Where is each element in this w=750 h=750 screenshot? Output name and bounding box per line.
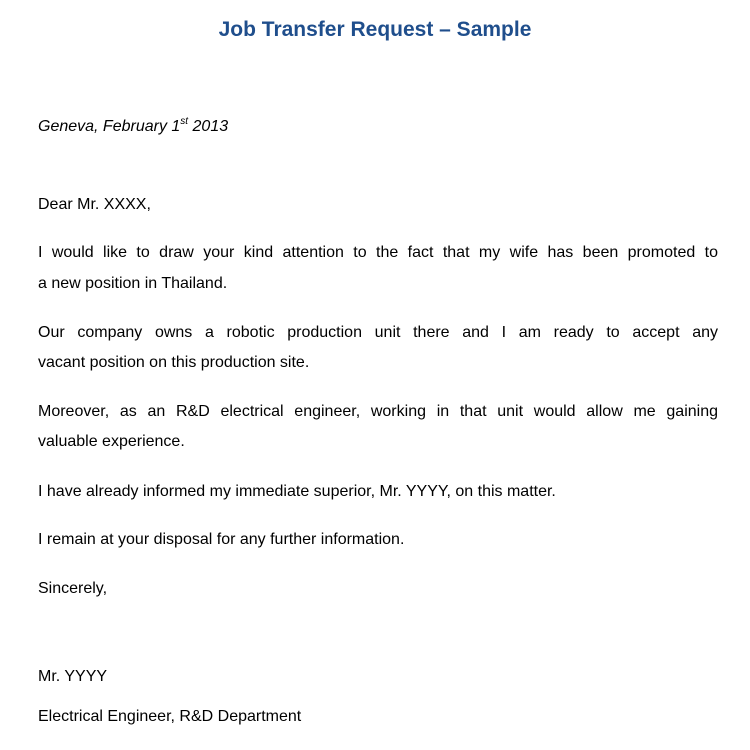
- paragraph-4: I have already informed my immediate superior, Mr. YYYY, on this matter.: [38, 483, 556, 500]
- signature-name: Mr. YYYY: [38, 668, 108, 685]
- date-place-month: Geneva, February 1: [38, 118, 181, 135]
- paragraph-3-line-1: Moreover, as an R&D electrical engineer, working in that unit would allow me gaining: [38, 403, 718, 420]
- letter-date: [38, 117, 718, 137]
- salutation: Dear Mr. XXXX,: [38, 196, 151, 213]
- date-ordinal-suffix: st: [180, 115, 189, 127]
- closing: Sincerely,: [38, 580, 108, 597]
- paragraph-5: I remain at your disposal for any further information.: [38, 531, 405, 548]
- page-title: Job Transfer Request – Sample: [218, 18, 532, 41]
- paragraph-1-line-2: a new position in Thailand.: [38, 275, 228, 292]
- paragraph-3-line-2: valuable experience.: [38, 433, 185, 450]
- paragraph-2-line-2: vacant position on this production site.: [38, 354, 310, 371]
- paragraph-2-line-1: Our company owns a robotic production unit there and I am ready to accept any: [38, 324, 718, 341]
- date-year: 2013: [188, 118, 229, 135]
- signature-title: Electrical Engineer, R&D Department: [38, 708, 302, 725]
- paragraph-1-line-1: I would like to draw your kind attention to the fact that my wife has been promoted to: [38, 244, 718, 261]
